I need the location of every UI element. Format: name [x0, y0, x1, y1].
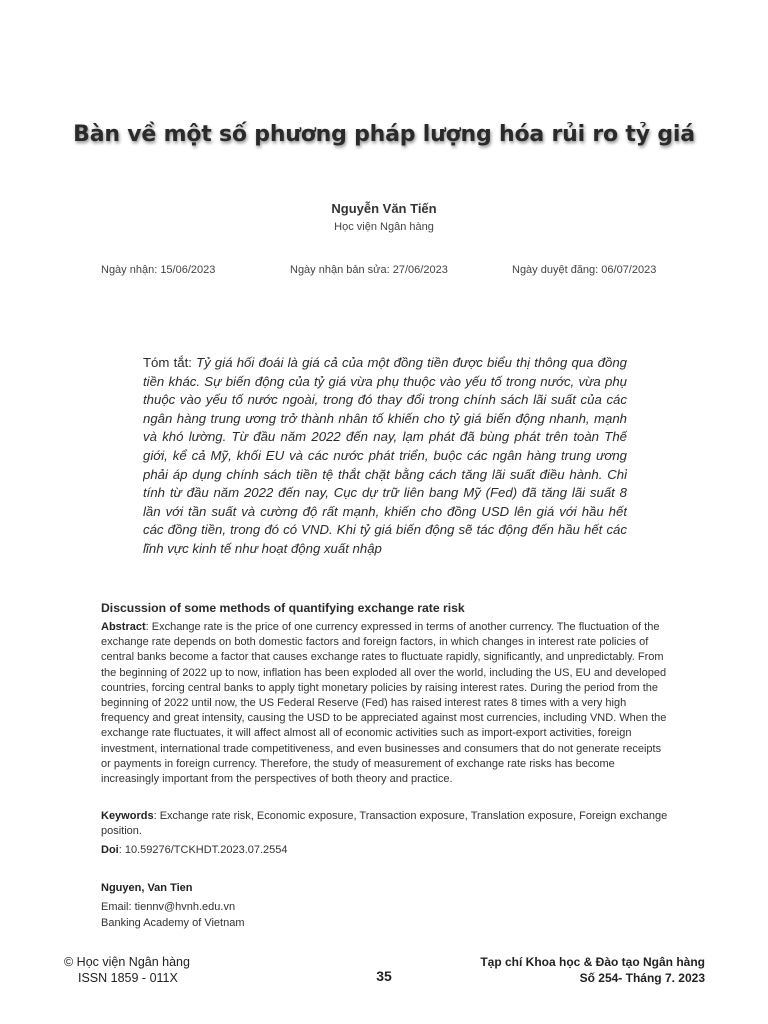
- author-name: Nguyễn Văn Tiến: [331, 201, 437, 216]
- vietnamese-abstract-label: Tóm tắt:: [143, 355, 197, 370]
- doi: [101, 844, 288, 856]
- date-received: Ngày nhận: 15/06/2023: [101, 264, 216, 276]
- footer-issue: Số 254- Tháng 7. 2023: [579, 971, 705, 985]
- keywords: [101, 809, 669, 839]
- keywords-text: : Exchange rate risk, Economic exposure, Transaction exposure, Translation exposure, Foreign exchange position.: [101, 810, 668, 838]
- english-abstract-text: : Exchange rate is the price of one currency expressed in terms of another currency. The fluctuation of the exchange rate depends on both domestic factors and foreign factors, in which changes in interest rate policies of central banks become a factor that causes exchange rates to fluctuate rapidly, significantly, and unpredictably. From the beginning of 2022 up to now, inflation has been exploded all over the world, including the US, EU and developed countries, forcing central banks to apply tight monetary policies by raising interest rates. During the period from the beginning of 2022 until now, the US Federal Reserve (Fed) has raised interest rates 8 times with a very high frequency and great intensity, causing the USD to be appreciated against most currencies, including VND. When the exchange rate fluctuates, it will affect almost all of economic activities such as import-export activities, foreign investment, international trade competitiveness, and even businesses and consumers that do not generate receipts or payments in foreign currency. Therefore, the study of measurement of exchange rate risks has become increasingly important from the perspectives of both theory and practice.: [101, 621, 667, 786]
- english-author-name: Nguyen, Van Tien: [101, 882, 193, 894]
- english-abstract-label: Abstract: [101, 621, 146, 633]
- english-title: Discussion of some methods of quantifying exchange rate risk: [101, 601, 465, 615]
- keywords-label: Keywords: [101, 810, 154, 822]
- doi-label: Doi: [101, 844, 119, 856]
- vietnamese-abstract-text: Tỷ giá hối đoái là giá cả của một đồng tiền được biểu thị thông qua đồng tiền khác. Sự biến động của tỷ giá vừa phụ thuộc vào yếu tố trong nước, vừa phụ thuộc vào yếu tố nước ngoài, trong đó thay đổi trong chính sách lãi suất của các ngân hàng trung ương trở thành nhân tố khiến cho tỷ giá biến động nhanh, mạnh và khó lường. Từ đầu năm 2022 đến nay, lạm phát đã bùng phát trên toàn Thế giới, kể cả Mỹ, khối EU và các nước phát triển, buộc các ngân hàng trung ương phải áp dụng chính sách tiền tệ thắt chặt bằng cách tăng lãi suất điều hành. Chỉ tính từ đầu năm 2022 đến nay, Cục dự trữ liên bang Mỹ (Fed) đã tăng lãi suất 8 lần với tần suất và cường độ rất mạnh, khiến cho đồng USD lên giá với hầu hết các đồng tiền, trong đó có VND. Khi tỷ giá biến động sẽ tác động đến hầu hết các lĩnh vực kinh tế như hoạt động xuất nhập: [143, 355, 627, 556]
- date-accepted: Ngày duyệt đăng: 06/07/2023: [512, 264, 657, 276]
- english-abstract: [101, 620, 669, 787]
- author-affiliation: Học viện Ngân hàng: [334, 221, 434, 233]
- page-number: 35: [376, 968, 392, 984]
- author-email: Email: tiennv@hvnh.edu.vn: [101, 901, 236, 913]
- vietnamese-abstract: [143, 354, 627, 562]
- doi-text: : 10.59276/TCKHDT.2023.07.2554: [118, 844, 288, 856]
- article-title: Bàn về một số phương pháp lượng hóa rủi ro tỷ giá: [73, 122, 695, 147]
- english-author-affiliation: Banking Academy of Vietnam: [101, 917, 245, 929]
- footer-issn: ISSN 1859 - 011X: [78, 971, 178, 985]
- footer-journal-name: Tạp chí Khoa học & Đào tạo Ngân hàng: [480, 955, 705, 969]
- footer-copyright: © Học viện Ngân hàng: [64, 955, 190, 969]
- date-revised: Ngày nhận bản sửa: 27/06/2023: [290, 264, 448, 276]
